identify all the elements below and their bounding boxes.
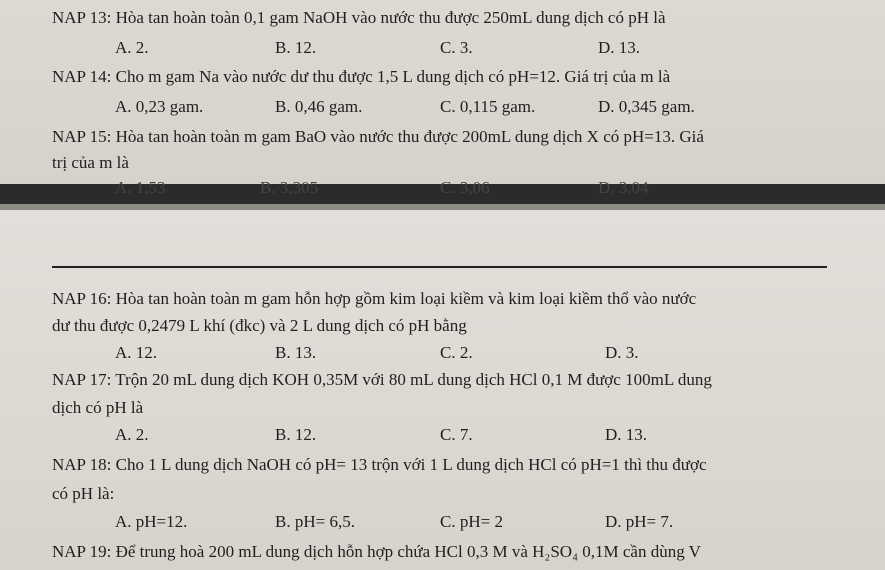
q15-stem-line2: trị của m là — [52, 153, 129, 172]
q14-option-a: A. 0,23 gam. — [115, 97, 204, 116]
q17-option-d: D. 13. — [605, 425, 648, 444]
q15-stem-line1: NAP 15: Hòa tan hoàn toàn m gam BaO vào nước thu được 200mL dung dịch X có pH=13. Giá — [52, 127, 704, 146]
q16-option-c: C. 2. — [440, 343, 473, 362]
q16-stem-line2: dư thu được 0,2479 L khí (đkc) và 2 L dung dịch có pH bằng — [52, 316, 467, 335]
q15-option-b-cut: B. 3,305 — [260, 178, 319, 197]
q18-option-a: A. pH=12. — [115, 512, 188, 531]
q13-option-b: B. 12. — [275, 38, 317, 57]
q15-option-d-cut: D. 3,04 — [598, 178, 649, 197]
upper-page — [0, 0, 885, 188]
q13-option-c: C. 3. — [440, 38, 473, 57]
q14-option-c: C. 0,115 gam. — [440, 97, 536, 116]
q16-option-b: B. 13. — [275, 343, 317, 362]
q18-option-c: C. pH= 2 — [440, 512, 503, 531]
q13-option-a: A. 2. — [115, 38, 149, 57]
q16-option-a: A. 12. — [115, 343, 158, 362]
q17-stem-line2: dịch có pH là — [52, 398, 144, 417]
q18-option-b: B. pH= 6,5. — [275, 512, 355, 531]
q15-option-c-cut: C. 3,06 — [440, 178, 490, 197]
q14-stem: NAP 14: Cho m gam Na vào nước dư thu được 1,5 L dung dịch có pH=12. Giá trị của m là — [52, 67, 671, 86]
q13-option-d: D. 13. — [598, 38, 641, 57]
q18-stem-line1: NAP 18: Cho 1 L dung dịch NaOH có pH= 13 trộn với 1 L dung dịch HCl có pH=1 thì thu được — [52, 455, 707, 474]
course-header — [52, 244, 827, 268]
q17-option-a: A. 2. — [115, 425, 149, 444]
q17-option-b: B. 12. — [275, 425, 317, 444]
q13-stem: NAP 13: Hòa tan hoàn toàn 0,1 gam NaOH vào nước thu được 250mL dung dịch có pH là — [52, 8, 666, 27]
q18-option-d: D. pH= 7. — [605, 512, 674, 531]
q17-stem-line1: NAP 17: Trộn 20 mL dung dịch KOH 0,35M với 80 mL dung dịch HCl 0,1 M được 100mL dung — [52, 370, 712, 389]
q14-option-d: D. 0,345 gam. — [598, 97, 695, 116]
q14-option-b: B. 0,46 gam. — [275, 97, 363, 116]
q19-stem: NAP 19: Để trung hoà 200 mL dung dịch hỗn hợp chứa HCl 0,3 M và H₂SO₄ 0,1M cần dùng V — [52, 542, 701, 561]
q16-option-d: D. 3. — [605, 343, 639, 362]
q15-cut-options — [0, 176, 885, 197]
q16-stem-line1: NAP 16: Hòa tan hoàn toàn m gam hỗn hợp gồm kim loại kiềm và kim loại kiềm thổ vào nước — [52, 289, 697, 308]
q17-option-c: C. 7. — [440, 425, 473, 444]
q18-stem-line2: có pH là: — [52, 484, 115, 503]
q15-option-a-cut: A. 1,53 — [115, 178, 166, 197]
